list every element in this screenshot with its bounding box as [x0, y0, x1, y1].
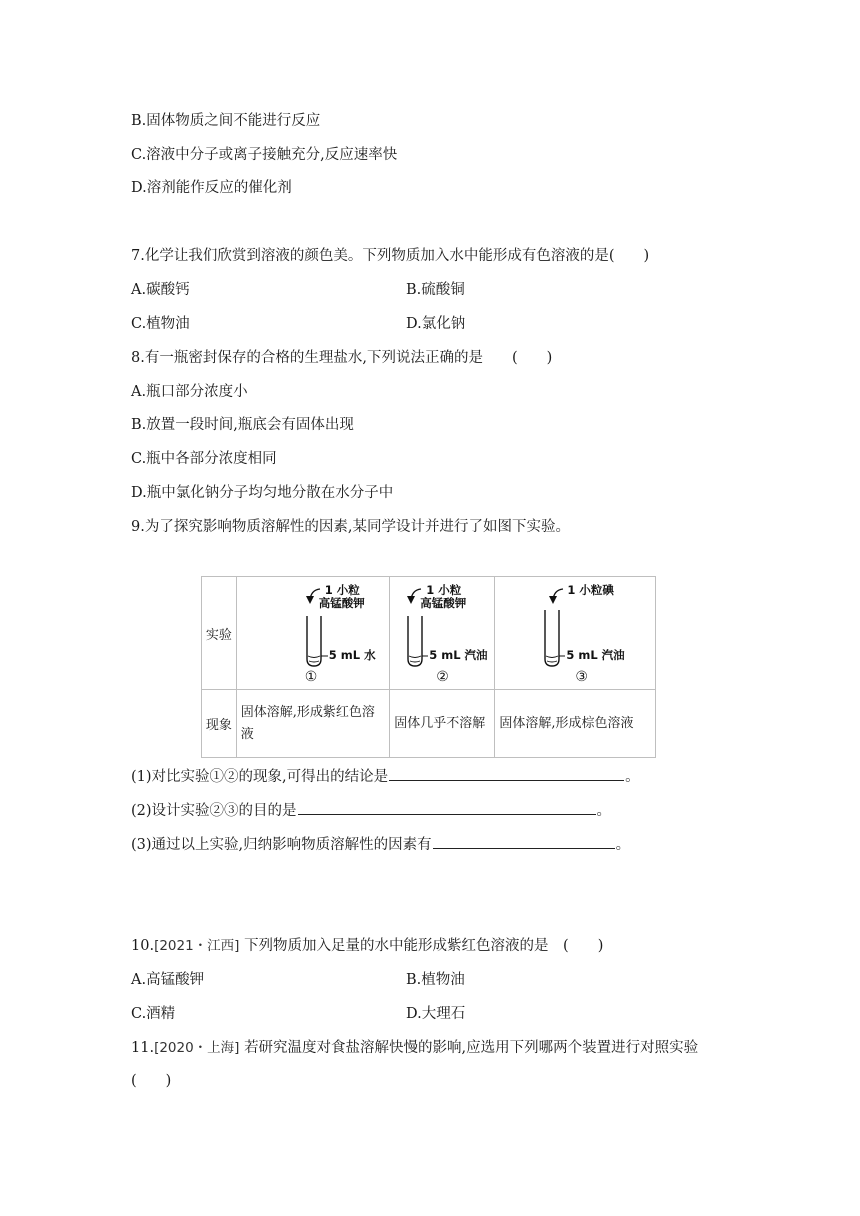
- q10-stem: 下列物质加入足量的水中能形成紫红色溶液的是 ( ): [244, 938, 604, 954]
- q11-stem-line: [131, 1038, 698, 1058]
- exp1-label-top1: 1 小粒: [324, 583, 360, 597]
- experiment-1-cell: [236, 577, 389, 690]
- q9-sub3: [131, 834, 630, 855]
- q8-option-d: D.瓶中氯化钠分子均匀地分散在水分子中: [131, 485, 394, 501]
- exp1-number: ①: [304, 669, 318, 685]
- q8-stem: 8.有一瓶密封保存的合格的生理盐水,下列说法正确的是 ( ): [131, 350, 553, 366]
- q9-sub1-text: (1)对比实验①②的现象,可得出的结论是: [131, 769, 389, 785]
- q8-option-c: C.瓶中各部分浓度相同: [131, 451, 277, 467]
- q9-sub1-end: 。: [625, 769, 640, 785]
- q10-number: 10.: [131, 938, 155, 954]
- answer-blank-3[interactable]: [433, 834, 615, 849]
- q10-stem-line: [131, 936, 603, 956]
- exp3-number: ③: [575, 669, 588, 685]
- q9-sub2-end: 。: [596, 803, 612, 819]
- q9-sub2-text: (2)设计实验②③的目的是: [131, 803, 297, 819]
- q7-option-c: C.植物油: [131, 316, 190, 332]
- answer-blank-1[interactable]: [389, 766, 624, 781]
- q6-option-b: B.固体物质之间不能进行反应: [131, 113, 321, 129]
- experiment-2-cell: [390, 577, 495, 690]
- q10-source: [2021・江西]: [154, 938, 240, 954]
- q7-option-d: D.氯化钠: [406, 316, 466, 332]
- q8-option-a: A.瓶口部分浓度小: [131, 384, 248, 400]
- q9-sub1: [131, 766, 640, 787]
- q10-option-c: C.酒精: [131, 1006, 176, 1022]
- experiment-table: [201, 576, 656, 758]
- q10-option-b: B.植物油: [406, 972, 465, 988]
- exp3-label-top1: 1 小粒碘: [567, 583, 614, 597]
- exp1-phenomenon: 固体溶解,形成紫红色溶液: [240, 704, 375, 742]
- q10-option-d: D.大理石: [406, 1006, 466, 1022]
- exp3-phenomenon: 固体溶解,形成棕色溶液: [499, 715, 634, 731]
- q11-stem: 若研究温度对食盐溶解快慢的影响,应选用下列哪两个装置进行对照实验: [244, 1040, 699, 1056]
- q7-option-a: A.碳酸钙: [131, 282, 190, 298]
- q11-answer-paren: ( ): [131, 1073, 172, 1089]
- experiment-row: [202, 577, 656, 690]
- row-header-experiment: 实验: [202, 577, 237, 690]
- answer-blank-2[interactable]: [298, 800, 596, 815]
- q10-option-a: A.高锰酸钾: [131, 972, 205, 988]
- q9-sub3-end: 。: [615, 837, 631, 853]
- row-header-phenomenon: 现象: [202, 690, 237, 758]
- exp2-number: ②: [436, 669, 449, 685]
- q6-option-c: C.溶液中分子或离子接触充分,反应速率快: [131, 147, 398, 163]
- q11-source: [2020・上海]: [154, 1040, 240, 1056]
- exp2-label-top1: 1 小粒: [426, 583, 462, 597]
- q8-option-b: B.放置一段时间,瓶底会有固体出现: [131, 417, 354, 433]
- exp1-label-top2: 高锰酸钾: [318, 596, 365, 610]
- phenomenon-row: [202, 690, 656, 758]
- exp2-liquid-label: 5 mL 汽油: [429, 648, 488, 662]
- exp2-label-top2: 高锰酸钾: [420, 596, 467, 610]
- q9-stem: 9.为了探究影响物质溶解性的因素,某同学设计并进行了如图下实验。: [131, 519, 570, 535]
- test-tube-1-icon: [237, 577, 403, 689]
- q7-stem: 7.化学让我们欣赏到溶液的颜色美。下列物质加入水中能形成有色溶液的是( ): [131, 248, 650, 264]
- q6-option-d: D.溶剂能作反应的催化剂: [131, 180, 292, 196]
- exp1-liquid-label: 5 mL 水: [328, 648, 376, 662]
- q7-option-b: B.硫酸铜: [406, 282, 465, 298]
- experiment-3-cell: [495, 577, 656, 690]
- q11-number: 11.: [131, 1040, 155, 1056]
- exp3-liquid-label: 5 mL 汽油: [566, 648, 625, 662]
- q9-sub2: [131, 800, 611, 821]
- q9-sub3-text: (3)通过以上实验,归纳影响物质溶解性的因素有: [131, 837, 432, 853]
- exp2-phenomenon: 固体几乎不溶解: [394, 715, 486, 731]
